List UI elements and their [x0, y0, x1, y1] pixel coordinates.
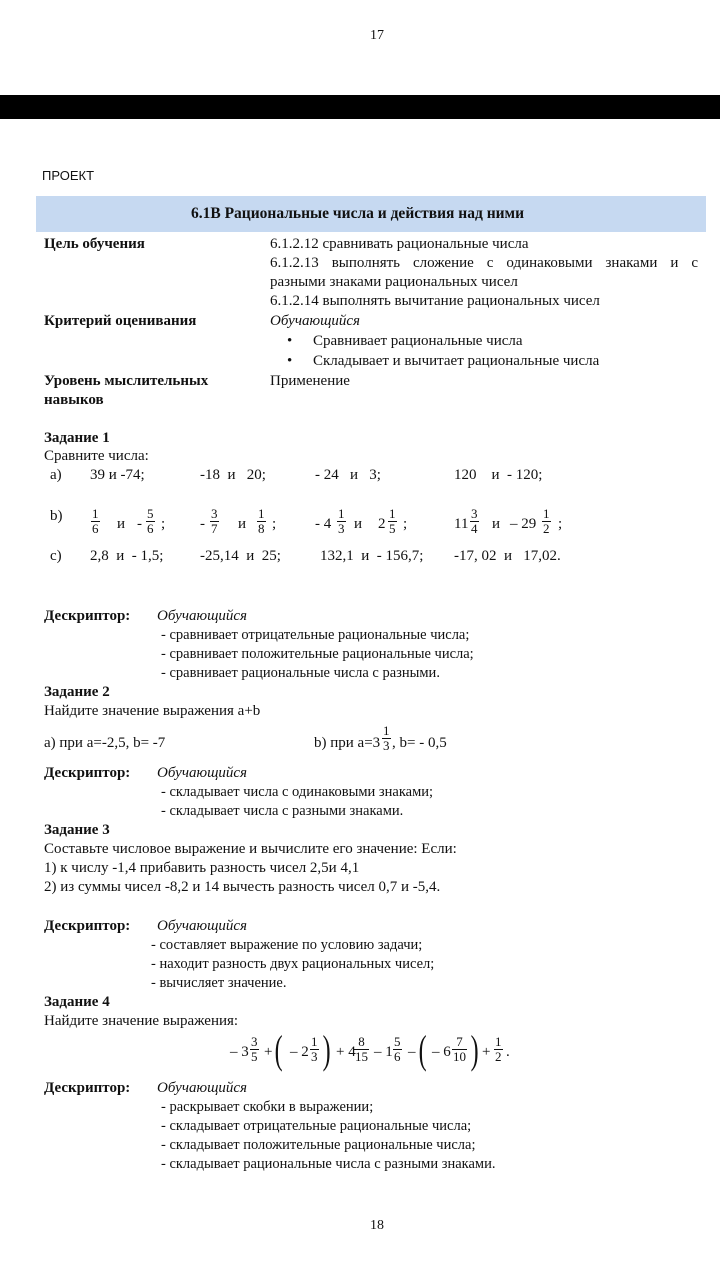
expr-term: – 1: [374, 1044, 393, 1060]
fraction: $\frac{1}{2}$: [543, 506, 550, 536]
descriptor-label: Дескриптор:: [44, 608, 131, 624]
left-paren: (: [418, 1027, 427, 1072]
fraction: $\frac{5}{6}$: [394, 1034, 401, 1064]
criteria-intro: Обучающийся: [270, 313, 361, 329]
goal-label: Цель обучения: [44, 236, 145, 252]
descriptor-item: - складывает числа с одинаковыми знаками;: [161, 784, 434, 800]
fraction: $\frac{7}{10}$: [453, 1034, 466, 1064]
task2-instruction: Найдите значение выражения a+b: [44, 703, 261, 719]
header-band: [0, 95, 720, 119]
expr-term: – 2: [290, 1044, 309, 1060]
compare-item: 132,1 и - 156,7;: [320, 548, 424, 564]
criteria-item: • Складывает и вычитает рациональные числа: [313, 353, 599, 370]
descriptor-intro: Обучающийся: [157, 765, 248, 781]
task2-part-b-suffix: , b= - 0,5: [392, 735, 447, 751]
and-word: и: [354, 516, 363, 532]
fraction: $\frac{3}{4}$: [471, 506, 478, 536]
expr-term: – 6: [432, 1044, 451, 1060]
fraction: $\frac{3}{5}$: [251, 1034, 258, 1064]
fraction: $\frac{1}{6}$: [92, 506, 99, 536]
fraction: $\frac{3}{7}$: [211, 506, 218, 536]
left-paren: (: [274, 1027, 283, 1072]
page-number-top: 17: [370, 28, 384, 43]
row-c-label: c): [50, 548, 62, 564]
task1-heading: Задание 1: [44, 430, 110, 446]
descriptor-item: - складывает рациональные числа с разными знаками.: [161, 1156, 496, 1172]
goal-line: 6.1.2.13 выполнять сложение с одинаковыми знаками и с: [270, 255, 698, 271]
project-label: ПРОЕКТ: [42, 168, 95, 183]
semicolon: ;: [558, 516, 563, 532]
criteria-label: Критерий оценивания: [44, 313, 197, 329]
fraction: $\frac{1}{5}$: [389, 506, 396, 536]
right-paren: ): [322, 1027, 331, 1072]
task2-heading: Задание 2: [44, 684, 110, 700]
level-label: навыков: [44, 392, 104, 408]
minus-sign: -: [200, 516, 205, 532]
task2-part-b: b) при a=3: [314, 735, 381, 751]
fraction: $\frac{5}{6}$: [147, 506, 154, 536]
compare-item: -25,14 и 25;: [200, 548, 281, 564]
compare-item: -17, 02 и 17,02.: [454, 548, 561, 564]
task2-part-a: а) при a=-2,5, b= -7: [44, 735, 166, 751]
descriptor-item: - сравнивает рациональные числа с разными.: [161, 665, 440, 681]
page-title: 6.1В Рациональные числа и действия над ними: [191, 205, 525, 222]
row-a-label: a): [50, 467, 62, 483]
level-value: Применение: [270, 373, 350, 389]
descriptor-item: - вычисляет значение.: [151, 975, 287, 991]
descriptor-item: - сравнивает отрицательные рациональные числа;: [161, 627, 470, 643]
compare-item: -18 и 20;: [200, 467, 266, 483]
descriptor-item: - раскрывает скобки в выражении;: [161, 1099, 374, 1115]
task4-heading: Задание 4: [44, 994, 110, 1010]
compare-item: 39 и -74;: [90, 467, 145, 483]
page-number-bottom: 18: [370, 1218, 384, 1233]
and-word: и: [238, 516, 247, 532]
descriptor-intro: Обучающийся: [157, 918, 248, 934]
task3-instruction: Составьте числовое выражение и вычислите его значение: Если:: [44, 841, 457, 857]
fraction: $\frac{1}{8}$: [258, 506, 265, 536]
descriptor-intro: Обучающийся: [157, 608, 248, 624]
expr-operator: +: [482, 1044, 491, 1060]
fraction: $\frac{1}{2}$: [495, 1034, 502, 1064]
descriptor-label: Дескриптор:: [44, 765, 131, 781]
whole-part: 11: [454, 516, 469, 532]
row-b-label: b): [50, 508, 63, 524]
semicolon: ;: [272, 516, 277, 532]
minus-sign: -: [137, 516, 142, 532]
task3-heading: Задание 3: [44, 822, 110, 838]
goal-line: 6.1.2.12 сравнивать рациональные числа: [270, 236, 529, 252]
descriptor-intro: Обучающийся: [157, 1080, 248, 1096]
descriptor-item: - составляет выражение по условию задачи;: [151, 937, 423, 953]
task1-instruction: Сравните числа:: [44, 448, 149, 464]
descriptor-item: - складывает числа с разными знаками.: [161, 803, 404, 819]
and-word: и: [492, 516, 501, 532]
descriptor-item: - складывает положительные рациональные числа;: [161, 1137, 476, 1153]
fraction: $\frac{1}{3}$: [383, 723, 390, 753]
compare-item: - 24 и 3;: [315, 467, 381, 483]
criteria-item: • Сравнивает рациональные числа: [313, 333, 523, 350]
expr-operator: +: [264, 1044, 273, 1060]
descriptor-label: Дескриптор:: [44, 1080, 131, 1096]
fraction: $\frac{8}{15}$: [355, 1034, 368, 1064]
semicolon: ;: [403, 516, 408, 532]
task4-instruction: Найдите значение выражения:: [44, 1013, 239, 1029]
expr-operator: –: [408, 1044, 416, 1060]
expr-term: + 4: [336, 1044, 356, 1060]
and-word: и: [117, 516, 126, 532]
compare-item: 2,8 и - 1,5;: [90, 548, 164, 564]
descriptor-item: - складывает отрицательные рациональные числа;: [161, 1118, 472, 1134]
compare-item: 120 и - 120;: [454, 467, 543, 483]
expr-term: – 3: [230, 1044, 249, 1060]
expr-dot: .: [506, 1044, 510, 1060]
fraction: $\frac{1}{3}$: [311, 1034, 318, 1064]
fraction: $\frac{1}{3}$: [338, 506, 345, 536]
task3-item: 2) из суммы чисел -8,2 и 14 вычесть разность чисел 0,7 и -5,4.: [44, 879, 441, 895]
goal-line: разными знаками рациональных чисел: [270, 274, 518, 290]
descriptor-item: - сравнивает положительные рациональные числа;: [161, 646, 474, 662]
task3-item: 1) к числу -1,4 прибавить разность чисел 2,5и 4,1: [44, 860, 360, 876]
semicolon: ;: [161, 516, 166, 532]
descriptor-item: - находит разность двух рациональных чисел;: [151, 956, 435, 972]
level-label: Уровень мыслительных: [44, 373, 209, 389]
whole-part: 2: [378, 516, 386, 532]
whole-part: – 29: [510, 516, 537, 532]
right-paren: ): [470, 1027, 479, 1072]
whole-part: - 4: [315, 516, 332, 532]
goal-line: 6.1.2.14 выполнять вычитание рациональных чисел: [270, 293, 600, 309]
descriptor-label: Дескриптор:: [44, 918, 131, 934]
